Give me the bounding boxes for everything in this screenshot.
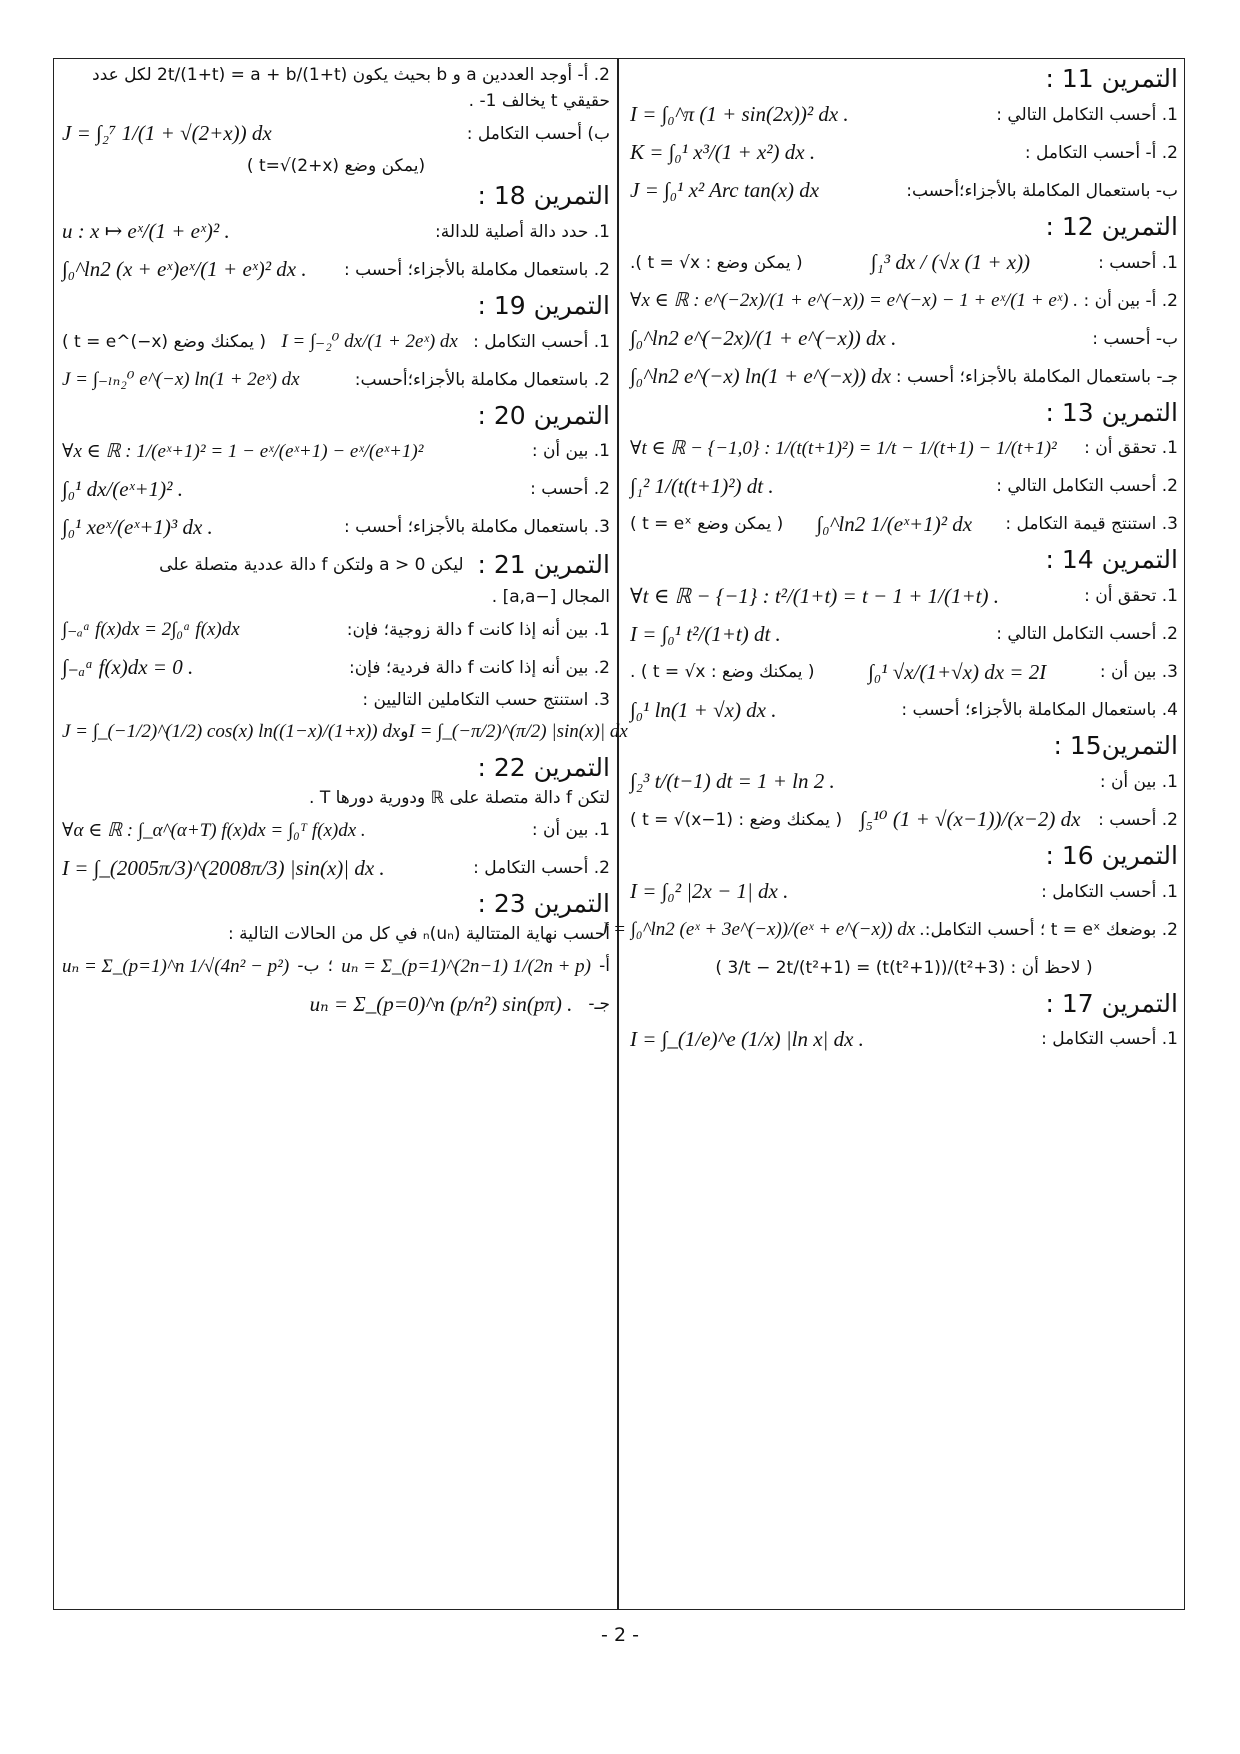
- ex22-q1: [62, 811, 610, 849]
- ex20-q1-label: 1. بين أن :: [531, 441, 610, 462]
- ex20-q2-formula: ∫₀¹ dx/(eˣ+1)² .: [62, 476, 183, 501]
- column-divider: [617, 58, 619, 1610]
- ex12-q2c-formula: ∫₀^ln2 e^(−x) ln(1 + e^(−x)) dx: [630, 364, 892, 388]
- ex22-intro: لتكن f دالة متصلة على ℝ ودورية دورها T .: [309, 787, 610, 808]
- ex11-q1-label: 1. أحسب التكامل التالي :: [996, 104, 1178, 125]
- ex11-q2b: [630, 172, 1178, 210]
- ex21-intro2: المجال [−a,a] .: [491, 587, 610, 608]
- ex14-q2-label: 2. أحسب التكامل التالي :: [996, 624, 1178, 644]
- ex23-qa-formula: uₙ = Σ_(p=1)^(2n−1) 1/(2n + p): [341, 955, 591, 977]
- ex23-qc-label: جـ-: [588, 994, 610, 1015]
- ex21-q3-and: و: [400, 721, 409, 742]
- ex20-q2: [62, 470, 610, 508]
- ex14-q3-hint: ( يمكنك وضع : t = √x ) .: [630, 662, 815, 682]
- ex17-q2b: [62, 115, 610, 153]
- ex23-qa-qb: [62, 947, 610, 985]
- ex11-q2a-label: 2. أ- أحسب التكامل :: [1024, 142, 1178, 163]
- ex18-q2: [62, 251, 610, 289]
- ex16-q2-hint: ( لاحظ أن : (t²+3)/(t(t²+1)) = 3/t − 2t/(t²+1) ): [715, 957, 1093, 978]
- ex11-q1-formula: I = ∫₀^π (1 + sin(2x))² dx .: [630, 102, 849, 127]
- ex21-intro: ليكن a > 0 ولتكن f دالة عددية متصلة على: [159, 555, 464, 576]
- ex21-q3-formula-j: J = ∫_(−1/2)^(1/2) cos(x) ln((1−x)/(1+x)) dx: [62, 720, 401, 742]
- ex15-q1-formula: ∫₂³ t/(t−1) dt = 1 + ln 2 .: [630, 769, 835, 794]
- ex16-q1-formula: I = ∫₀² |2x − 1| dx .: [630, 879, 789, 903]
- ex17-q2a-text2: حقيقي t يخالف 1- .: [468, 91, 610, 112]
- ex18-q1-label: 1. حدد دالة أصلية للدالة:: [435, 221, 610, 242]
- ex15-q1-label: 1. بين أن :: [1099, 771, 1178, 792]
- exercise-15-title: التمرين15 :: [1053, 731, 1178, 760]
- ex21-q3-formula-i: I = ∫_(−π/2)^(π/2) |sin(x)| dx: [408, 720, 628, 742]
- ex17-q1: [630, 1020, 1178, 1058]
- ex21-q1: [62, 611, 610, 649]
- ex13-q1-formula: ∀t ∈ ℝ − {−1,0} : 1/(t(t+1)²) = 1/t − 1/(t+1) − 1/(t+1)²: [630, 437, 1057, 459]
- ex14-q4: [630, 691, 1178, 729]
- ex21-q3: [62, 713, 628, 751]
- exercise-12-title: التمرين 12 :: [1045, 211, 1178, 241]
- ex23-qc: [62, 985, 610, 1023]
- ex13-q3-formula: ∫₀^ln2 1/(eˣ+1)² dx: [816, 511, 973, 536]
- ex20-q2-label: 2. أحسب :: [530, 479, 610, 500]
- ex21-q2: [62, 649, 610, 687]
- ex22-q2-label: 2. أحسب التكامل :: [473, 858, 610, 879]
- ex14-q3: [630, 653, 1178, 691]
- ex12-q2a-formula: ∀x ∈ ℝ : e^(−2x)/(1 + e^(−x)) = e^(−x) − 1 + eˣ/(1 + eˣ) .: [630, 290, 1078, 311]
- ex15-q2: [630, 801, 1178, 839]
- ex12-q2b-formula: ∫₀^ln2 e^(−2x)/(1 + e^(−x)) dx .: [630, 326, 897, 350]
- ex23-qc-formula: uₙ = Σ_(p=0)^n (p/n²) sin(pπ) .: [309, 991, 573, 1016]
- ex15-q1: [630, 763, 1178, 801]
- ex20-q3-formula: ∫₀¹ xeˣ/(eˣ+1)³ dx .: [62, 514, 213, 539]
- ex12-q2b: [630, 320, 1178, 358]
- ex12-q2c-label: جـ- باستعمال المكاملة بالأجزاء؛ أحسب :: [895, 366, 1178, 387]
- ex11-q2b-label: ب- باستعمال المكاملة بالأجزاء؛أحسب:: [906, 180, 1178, 201]
- ex14-q4-formula: ∫₀¹ ln(1 + √x) dx .: [630, 697, 777, 722]
- ex21-q1-label: 1. بين أنه إذا كانت f دالة زوجية؛ فإن:: [346, 619, 610, 640]
- ex21-q2-label: 2. بين أنه إذا كانت f دالة فردية؛ فإن:: [349, 657, 610, 678]
- ex14-q2: [630, 615, 1178, 653]
- exercise-11-title: التمرين 11 :: [1045, 64, 1178, 93]
- ex14-q1-formula: ∀t ∈ ℝ − {−1} : t²/(1+t) = t − 1 + 1/(1+t) .: [630, 583, 999, 608]
- ex13-q2-formula: ∫₁² 1/(t(t+1)²) dt .: [630, 473, 774, 498]
- exercise-23-title: التمرين 23 :: [477, 889, 610, 919]
- ex20-q1-formula: ∀x ∈ ℝ : 1/(eˣ+1)² = 1 − eˣ/(eˣ+1) − eˣ/(eˣ+1)²: [62, 440, 424, 462]
- ex19-q2: [62, 361, 610, 399]
- ex11-q1: [630, 96, 1178, 134]
- exercise-18-title: التمرين 18 :: [477, 181, 610, 211]
- ex13-q3: [630, 505, 1178, 543]
- ex12-q2c: [630, 358, 1178, 396]
- ex17-q2a-text: 2. أ- أوجد العددين a و b بحيث يكون 2t/(1+t) = a + b/(1+t) لكل عدد: [92, 65, 610, 85]
- ex12-q2a: [630, 282, 1178, 320]
- ex16-q2-label: 2. بوضعك t = eˣ ؛ أحسب التكامل:: [924, 919, 1178, 940]
- ex21-q1-formula: ∫₋ₐᵃ f(x)dx = 2∫₀ᵃ f(x)dx: [62, 619, 240, 641]
- exercise-14-title: التمرين 14 :: [1045, 545, 1178, 575]
- ex23-separator: ؛: [327, 956, 334, 977]
- ex21-q2-formula: ∫₋ₐᵃ f(x)dx = 0 .: [62, 655, 194, 680]
- ex14-q1-label: 1. تحقق أن :: [1084, 586, 1178, 606]
- ex22-q2-formula: I = ∫_(2005π/3)^(2008π/3) |sin(x)| dx .: [62, 855, 385, 880]
- exercise-19-title: التمرين 19 :: [477, 290, 610, 320]
- ex15-q2-formula: ∫₅¹⁰ (1 + √(x−1))/(x−2) dx: [859, 807, 1081, 832]
- page-number: - 2 -: [601, 1624, 639, 1646]
- exercise-16-title: التمرين 16 :: [1045, 840, 1178, 870]
- ex17-q2b-label: ب) أحسب التكامل :: [466, 123, 610, 144]
- ex19-q1-formula: I = ∫₋₂⁰ dx/(1 + 2eˣ) dx: [281, 331, 458, 353]
- ex12-q1: [630, 244, 1178, 282]
- ex12-q2a-label: 2. أ- بين أن :: [1083, 290, 1178, 311]
- exercise-20-title: التمرين 20 :: [477, 400, 610, 430]
- ex16-q1: [630, 873, 1178, 911]
- ex17-q1-formula: I = ∫_(1/e)^e (1/x) |ln x| dx .: [630, 1026, 864, 1051]
- ex11-q2b-formula: J = ∫₀¹ x² Arc tan(x) dx: [630, 178, 820, 203]
- ex20-q3: [62, 508, 610, 546]
- ex19-q1-label: 1. أحسب التكامل :: [473, 331, 610, 352]
- ex14-q3-label: 3. بين أن :: [1099, 662, 1178, 682]
- ex14-q2-formula: I = ∫₀¹ t²/(1+t) dt .: [630, 621, 781, 646]
- exercise-17-title: التمرين 17 :: [1045, 988, 1178, 1018]
- ex13-q3-hint: ( يمكن وضع t = eˣ ): [630, 514, 784, 535]
- ex19-q2-label: 2. باستعمال مكاملة بالأجزاء؛أحسب:: [354, 369, 610, 390]
- ex13-q2-label: 2. أحسب التكامل التالي :: [996, 476, 1178, 497]
- ex22-q1-label: 1. بين أن :: [531, 820, 610, 841]
- ex11-q2a: [630, 134, 1178, 172]
- ex19-q2-formula: J = ∫₋ₗₙ₂⁰ e^(−x) ln(1 + 2eˣ) dx: [62, 369, 300, 391]
- ex12-q1-hint: ( يمكن وضع : t = √x ).: [630, 252, 803, 273]
- ex22-q2: [62, 849, 610, 887]
- right-column: [599, 62, 1178, 1058]
- ex19-q1: [62, 323, 610, 361]
- ex13-q3-label: 3. استنتج قيمة التكامل :: [1005, 514, 1178, 535]
- ex18-q2-formula: ∫₀^ln2 (x + eˣ)eˣ/(1 + eˣ)² dx .: [62, 257, 307, 282]
- ex20-q1: [62, 432, 610, 470]
- exercise-13-title: التمرين 13 :: [1045, 397, 1178, 427]
- left-column: [62, 62, 628, 1023]
- ex21-q3-label: 3. استنتج حسب التكاملين التاليين :: [362, 689, 610, 710]
- ex14-q4-label: 4. باستعمال المكاملة بالأجزاء؛ أحسب :: [901, 700, 1178, 720]
- ex16-q2: [599, 911, 1178, 949]
- ex15-q2-hint: ( يمكنك وضع : t = √(x−1) ): [630, 809, 843, 830]
- ex18-q1-formula: u : x ↦ eˣ/(1 + eˣ)² .: [62, 219, 230, 244]
- exercise-21-title: التمرين 21 :: [477, 550, 610, 580]
- ex21-header: [62, 546, 610, 584]
- ex16-q2-hint-row: [630, 949, 1178, 987]
- ex18-q1: [62, 213, 610, 251]
- ex22-q1-formula: ∀α ∈ ℝ : ∫_α^(α+T) f(x)dx = ∫₀ᵀ f(x)dx .: [62, 819, 366, 841]
- ex12-q1-formula: ∫₁³ dx / (√x (1 + x)): [870, 250, 1031, 274]
- ex16-q1-label: 1. أحسب التكامل :: [1041, 881, 1178, 902]
- exercise-22-title: التمرين 22 :: [477, 752, 610, 782]
- ex23-qa-label: أ-: [599, 956, 610, 977]
- ex20-q3-label: 3. باستعمال مكاملة بالأجزاء؛ أحسب :: [343, 517, 610, 538]
- ex23-qb-label: ب-: [297, 956, 320, 977]
- ex17-q2b-hint: (يمكن وضع t=√(2+x) ): [246, 155, 426, 176]
- ex17-q2b-formula: J = ∫₂⁷ 1/(1 + √(2+x)) dx: [62, 121, 272, 146]
- ex23-qb-formula: uₙ = Σ_(p=1)^n 1/√(4n² − p²): [62, 955, 290, 977]
- ex11-q2a-formula: K = ∫₀¹ x³/(1 + x²) dx .: [630, 140, 816, 165]
- ex12-q1-label: 1. أحسب :: [1098, 252, 1178, 273]
- ex13-q1-label: 1. تحقق أن :: [1084, 438, 1178, 459]
- ex15-q2-label: 2. أحسب :: [1098, 809, 1178, 830]
- ex17-q1-label: 1. أحسب التكامل :: [1041, 1029, 1178, 1050]
- ex19-q1-hint: ( يمكنك وضع t = e^(−x) ): [62, 331, 266, 352]
- ex13-q1: [630, 429, 1178, 467]
- ex14-q3-formula: ∫₀¹ √x/(1+√x) dx = 2I: [868, 659, 1047, 684]
- ex18-q2-label: 2. باستعمال مكاملة بالأجزاء؛ أحسب :: [343, 259, 610, 280]
- ex14-q1: [630, 577, 1178, 615]
- ex13-q2: [630, 467, 1178, 505]
- ex23-intro: أحسب نهاية المتتالية (uₙ)ₙ في كل من الحالات التالية :: [228, 923, 610, 944]
- ex16-q2-formula: J = ∫₀^ln2 (eˣ + 3e^(−x))/(eˣ + e^(−x)) dx .: [599, 918, 925, 940]
- ex12-q2b-label: ب- أحسب :: [1092, 328, 1178, 349]
